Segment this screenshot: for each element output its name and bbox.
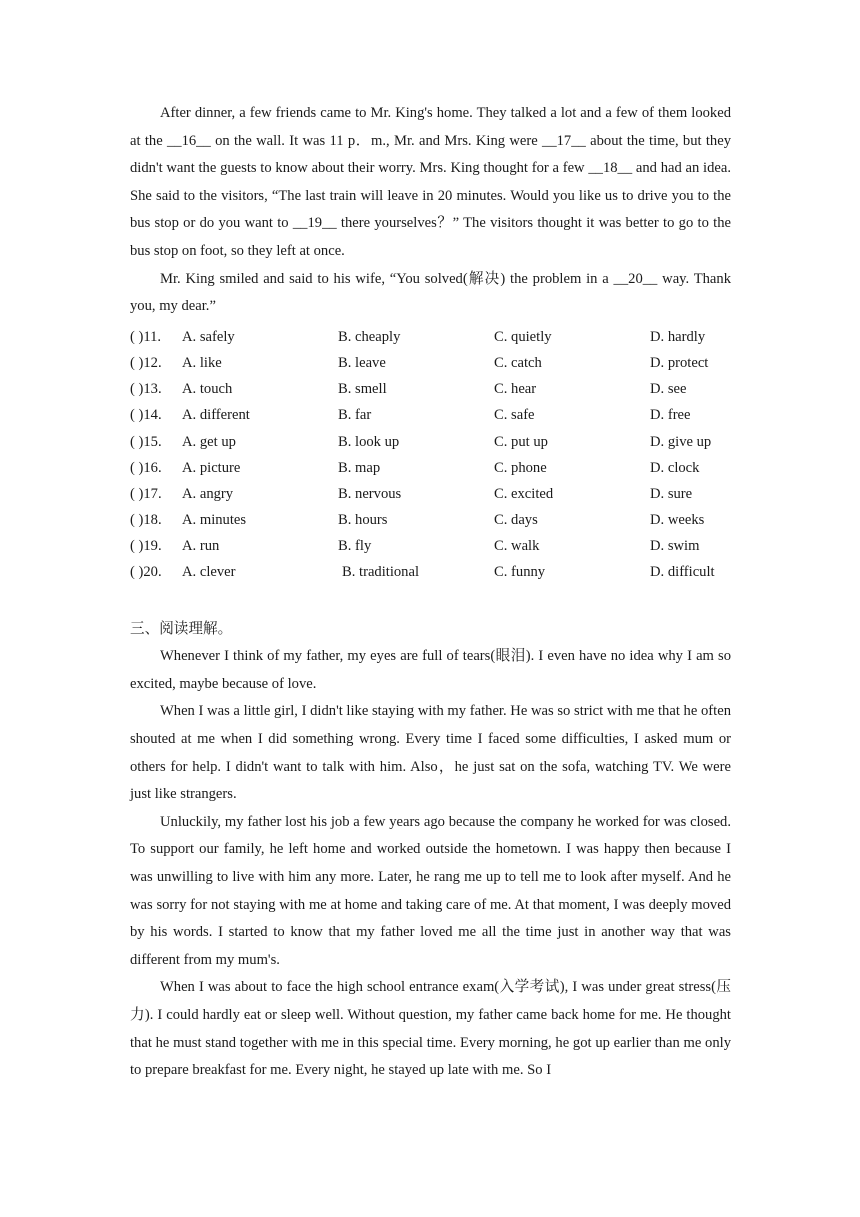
- question-number: ( )18.: [130, 512, 162, 529]
- option-a: A. minutes: [182, 512, 247, 529]
- question-number: ( )19.: [130, 538, 162, 555]
- reading-paragraph: When I was a little girl, I didn't like staying with my father. He was so strict with me that he often shouted at me when I did something wrong. Every time I faced some difficulties, I asked mum or others for help. I didn't want to talk with him. Also，he just sat on the sofa, watching TV. We were just like strangers.: [130, 703, 731, 803]
- question-number: ( )20.: [130, 564, 162, 581]
- option-c: C. walk: [494, 538, 540, 555]
- option-a: A. like: [182, 354, 222, 371]
- reading-passage: [130, 643, 731, 1085]
- option-a: A. different: [182, 407, 250, 424]
- option-c: C. put up: [494, 433, 548, 450]
- question-row: [130, 402, 731, 428]
- option-a: A. safely: [182, 328, 235, 345]
- option-d: D. free: [650, 407, 691, 424]
- option-d: D. hardly: [650, 328, 706, 345]
- reading-paragraph: When I was about to face the high school entrance exam(入学考试), I was under great stress(压力). I could hardly eat or sleep well. Without question, my father came back home for me. He thought that he must stand together with me in this special time. Every morning, he got up earlier than me only to prepare breakfast for me. Every night, he stayed up late with me. So I: [130, 979, 731, 1079]
- option-c: C. days: [494, 512, 538, 529]
- option-c: C. excited: [494, 485, 554, 502]
- option-a: A. angry: [182, 485, 234, 502]
- question-row: [130, 455, 731, 481]
- option-b: B. hours: [338, 512, 388, 529]
- option-b: B. far: [338, 407, 372, 424]
- option-b: B. look up: [338, 433, 400, 450]
- question-options-list: [130, 324, 731, 586]
- option-d: D. see: [650, 381, 687, 398]
- page-content: [130, 100, 731, 1085]
- question-number: ( )12.: [130, 354, 162, 371]
- option-c: C. phone: [494, 459, 547, 476]
- reading-paragraph: Whenever I think of my father, my eyes are full of tears(眼泪). I even have no idea why I am so excited, maybe because of love.: [130, 648, 731, 692]
- option-c: C. catch: [494, 354, 542, 371]
- question-number: ( )16.: [130, 459, 162, 476]
- option-d: D. clock: [650, 459, 700, 476]
- option-c: C. quietly: [494, 328, 552, 345]
- question-row: [130, 481, 731, 507]
- option-a: A. touch: [182, 381, 233, 398]
- option-a: A. get up: [182, 433, 236, 450]
- option-c: C. funny: [494, 564, 546, 581]
- question-row: [130, 533, 731, 559]
- question-number: ( )13.: [130, 381, 162, 398]
- question-row: [130, 559, 731, 585]
- question-number: ( )17.: [130, 485, 162, 502]
- cloze-passage: [130, 100, 731, 321]
- question-number: ( )15.: [130, 433, 162, 450]
- option-d: D. sure: [650, 485, 693, 502]
- question-number: ( )11.: [130, 328, 162, 345]
- option-b: B. leave: [338, 354, 386, 371]
- option-d: D. protect: [650, 354, 709, 371]
- option-d: D. give up: [650, 433, 712, 450]
- option-a: A. run: [182, 538, 220, 555]
- option-d: D. difficult: [650, 564, 715, 581]
- cloze-paragraph: Mr. King smiled and said to his wife, “You solved(解决) the problem in a __20__ way. Thank you, my dear.”: [130, 270, 731, 315]
- question-number: ( )14.: [130, 407, 162, 424]
- question-row: [130, 507, 731, 533]
- option-b: B. nervous: [338, 485, 402, 502]
- option-b: B. map: [338, 459, 381, 476]
- option-d: D. weeks: [650, 512, 705, 529]
- option-a: A. clever: [182, 564, 236, 581]
- question-row: [130, 350, 731, 376]
- option-b: B. traditional: [342, 564, 420, 581]
- option-b: B. cheaply: [338, 328, 401, 345]
- reading-paragraph: Unluckily, my father lost his job a few years ago because the company he worked for was closed. To support our family, he left home and worked outside the hometown. I was happy then because I was unwilling to live with him any more. Later, he rang me up to tell me to look after myself. And he was sorry for not staying with me at home and taking care of me. At that moment, I was deeply moved by his words. I started to know that my father loved me all the time just in another way that was different from my mum's.: [130, 813, 731, 968]
- section-title: 三、阅读理解。: [130, 620, 233, 637]
- option-d: D. swim: [650, 538, 700, 555]
- option-a: A. picture: [182, 459, 241, 476]
- option-b: B. smell: [338, 381, 387, 398]
- question-row: [130, 376, 731, 402]
- question-row: [130, 429, 731, 455]
- option-b: B. fly: [338, 538, 372, 555]
- question-row: [130, 324, 731, 350]
- cloze-paragraph: After dinner, a few friends came to Mr. King's home. They talked a lot and a few of them looked at the __16__ on the wall. It was 11 p．m., Mr. and Mrs. King were __17__ about the time, but they didn't want the guests to know about their worry. Mrs. King thought for a few __18__ and had an idea. She said to the visitors, “The last train will leave in 20 minutes. Would you like us to drive you to the bus stop or do you want to __19__ there yourselves？” The visitors thought it was better to go to the bus stop on foot, so they left at once.: [130, 105, 731, 259]
- option-c: C. hear: [494, 381, 537, 398]
- option-c: C. safe: [494, 407, 535, 424]
